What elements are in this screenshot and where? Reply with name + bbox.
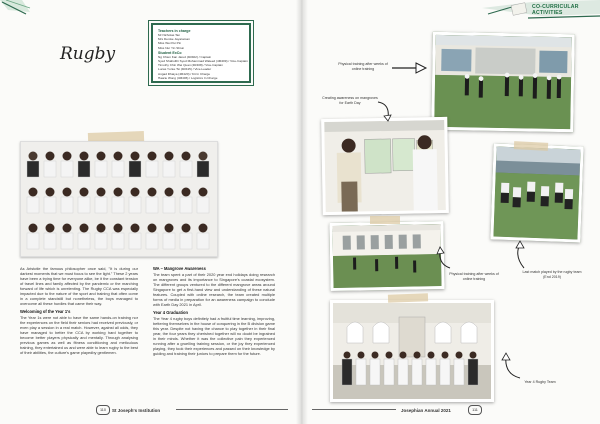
- person-body: [180, 197, 192, 213]
- person-body: [440, 359, 450, 385]
- training-field-photo: [431, 32, 575, 132]
- person-body: [180, 233, 192, 249]
- team-photo-image: [21, 142, 217, 256]
- person-head: [165, 224, 174, 233]
- person-body: [180, 161, 192, 177]
- person-body: [95, 161, 107, 177]
- person-body: [78, 197, 90, 213]
- person-body: [44, 197, 56, 213]
- person-body: [129, 197, 141, 213]
- graduation-heading: Year 4 Graduation: [153, 310, 189, 315]
- person-body: [44, 233, 56, 249]
- welcome-paragraph: The Year 1s were not able to have the same hands-on training nor the experiences on the field their seniors had received previously, or even play a session in a real match. However, against all odds, they have managed to better the CCA by working hard together to become better players physically and mentally. Through analysing previous games as well as fitness conditioning and meticulous training, they entertained us and were able to learn rugby to the best of their abilities, the culture's game playedby gentlemen.: [20, 315, 138, 355]
- student-exco-member: Ng Chien Kan Jared (4R402) / Captain: [158, 54, 212, 59]
- tape-decoration: [370, 216, 400, 224]
- person-head: [131, 152, 140, 161]
- footer-rule: [312, 409, 396, 410]
- person-body: [112, 233, 124, 249]
- person-body: [468, 359, 478, 385]
- person-body: [129, 161, 141, 177]
- footer-school-name: St Joseph's Institution: [112, 408, 161, 413]
- curved-arrow-icon: [436, 246, 454, 270]
- person-head: [344, 352, 351, 359]
- person-body: [61, 233, 73, 249]
- person-head: [131, 224, 140, 233]
- person-body: [163, 233, 175, 249]
- person-head: [80, 152, 89, 161]
- person-head: [114, 188, 123, 197]
- person-body: [61, 161, 73, 177]
- mangrove-awareness-photo: [321, 117, 449, 215]
- tape-decoration: [514, 141, 548, 151]
- arrow-icon: [392, 62, 428, 74]
- person-head: [182, 224, 191, 233]
- welcome-heading: Welcoming of the Year 1's: [20, 309, 71, 314]
- person-head: [114, 152, 123, 161]
- person-body: [342, 359, 352, 385]
- person-head: [148, 188, 157, 197]
- person-head: [386, 352, 393, 359]
- person-body: [197, 233, 209, 249]
- person-body: [384, 359, 394, 385]
- person-body: [78, 161, 90, 177]
- section-label-line2: ACTIVITIES: [532, 10, 563, 16]
- person-head: [456, 352, 463, 359]
- person-head: [80, 188, 89, 197]
- person-head: [29, 188, 38, 197]
- student-exco-member: Angad Dhaiya (4R420) / Kit In Charge: [158, 71, 211, 76]
- person-body: [78, 233, 90, 249]
- person-head: [372, 352, 379, 359]
- teacher-name: Miss Nur Yin Shiun: [158, 45, 185, 50]
- students-heading: Student ExCo: [158, 50, 182, 55]
- person-body: [398, 359, 408, 385]
- person-body: [454, 359, 464, 385]
- person-body: [197, 197, 209, 213]
- right-column-text: [153, 266, 275, 356]
- person-body: [27, 233, 39, 249]
- person-head: [148, 152, 157, 161]
- person-body: [412, 359, 422, 385]
- person-body: [112, 197, 124, 213]
- field-training-photo: [329, 221, 444, 291]
- person-head: [199, 152, 208, 161]
- tape-decoration: [388, 293, 428, 302]
- teachers-heading: Teachers in charge: [158, 29, 191, 33]
- person-body: [44, 161, 56, 177]
- person-body: [146, 161, 158, 177]
- person-head: [428, 352, 435, 359]
- person-body: [146, 233, 158, 249]
- person-head: [97, 188, 106, 197]
- person-body: [129, 233, 141, 249]
- mangrove-heading: WA – Mangrove Awareness: [153, 266, 206, 271]
- year4-team-photo: [330, 300, 494, 402]
- team-group-photo: [20, 141, 218, 257]
- curved-arrow-icon: [376, 100, 394, 122]
- person-head: [165, 152, 174, 161]
- person-head: [414, 352, 421, 359]
- person-head: [97, 224, 106, 233]
- caption-last-match: Last match played by the rugby team (End 2019): [522, 270, 582, 279]
- person-head: [148, 224, 157, 233]
- person-body: [112, 161, 124, 177]
- footer-rule: [176, 409, 288, 410]
- teacher-name: Mrs Denise Jayaraman: [158, 37, 190, 42]
- student-exco-member: Haarie Wong (4M406) / Logistics In Charge: [158, 75, 218, 80]
- caption-physical-training-2: Physical training after weeks of online training: [449, 272, 499, 281]
- graduation-paragraph: The Year 4 rugby boys definitely had a fruitful time learning, improving, bettering themselves in the house of conquering in the B division game this year. Despite not having the chance to play together in their final year, the four years they cherished together will no doubt be ingrained in their minds. Whether it was the collective pain they experienced running after a gruelling training session, or the joy they experienced playing, they took their experiences and passed on their knowledge by guiding and training their juniors to prepare them for the future.: [153, 316, 275, 356]
- person-body: [426, 359, 436, 385]
- cca-info-box: [151, 23, 251, 83]
- section-label: [532, 4, 598, 16]
- person-body: [197, 161, 209, 177]
- person-head: [63, 152, 72, 161]
- person-head: [63, 224, 72, 233]
- person-body: [370, 359, 380, 385]
- person-head: [131, 188, 140, 197]
- teacher-name: Miss Wei Pei Pin: [158, 41, 182, 46]
- corner-ribbon-decoration: [0, 0, 34, 20]
- teacher-name: Mr Nicholas Tan: [158, 33, 181, 37]
- person-body: [146, 197, 158, 213]
- person-head: [182, 188, 191, 197]
- person-head: [470, 352, 477, 359]
- person-body: [95, 197, 107, 213]
- section-label-line1: CO-CURRICULAR: [532, 4, 579, 10]
- student-exco-member: Lucas Yu Ee Tsi (4R415) / Vice-Leader: [158, 67, 212, 72]
- footer-publication-name: Josephian Annual 2021: [401, 408, 451, 413]
- person-head: [165, 188, 174, 197]
- caption-creating-awareness: Creating awareness on mangroves for Earth Day: [322, 96, 378, 105]
- person-body: [27, 197, 39, 213]
- person-head: [199, 188, 208, 197]
- person-head: [182, 152, 191, 161]
- person-body: [163, 197, 175, 213]
- left-column-text: [20, 266, 138, 355]
- person-body: [61, 197, 73, 213]
- person-head: [442, 352, 449, 359]
- intro-paragraph: As Aristotle the famous philosopher once said, "It is during our darkest moments that we must focus to see the light." These 2 years have been a trying time for everyone alike, be it the constant tension of travel lines and family affected by the pandemic or the marching forward of life which is unrelenting. The Rugby CCA was especially impacted due to the nature of the sport and training that often come in a complete standstill but nonetheless, the boys managed to overcome all these hurdles that came their way.: [20, 266, 138, 306]
- person-body: [356, 359, 366, 385]
- right-page-number: 111: [468, 405, 482, 415]
- caption-physical-training: Physical training after weeks of online training: [338, 62, 388, 71]
- curved-arrow-icon: [512, 240, 528, 270]
- person-head: [46, 188, 55, 197]
- mangrove-paragraph: The team spent a part of their 2020 year end holidays doing research on mangroves and its importance to Singapore's coastal ecosystem. The different groups ventured to the different mangrove areas around Singapore to get a first-hand view and understanding of these natural features. Coupled with online research, the team created multiple forms of media in preparation for an awareness campaign to conclude with Earth Day 2021 in April.: [153, 272, 275, 307]
- person-head: [80, 224, 89, 233]
- page-title: Rugby: [60, 44, 116, 64]
- person-head: [97, 152, 106, 161]
- person-head: [46, 224, 55, 233]
- person-body: [27, 161, 39, 177]
- student-exco-member: Timothy Chin Wei Quan (4R408) / Vice-Captain: [158, 63, 223, 68]
- person-body: [95, 233, 107, 249]
- left-page-number: 110: [96, 405, 110, 415]
- curved-arrow-icon: [500, 352, 522, 380]
- person-head: [29, 152, 38, 161]
- person-head: [358, 352, 365, 359]
- page-gutter: [296, 0, 308, 424]
- person-body: [163, 161, 175, 177]
- person-head: [46, 152, 55, 161]
- student-exco-member: Syed Shahulthi Syed Muhammad Waleed (4M409) / Vice-Captain: [158, 59, 248, 64]
- last-match-photo: [490, 143, 583, 242]
- person-head: [29, 224, 38, 233]
- person-head: [199, 224, 208, 233]
- person-head: [63, 188, 72, 197]
- person-head: [400, 352, 407, 359]
- person-head: [114, 224, 123, 233]
- caption-year4-team: Year 4 Rugby Team: [524, 380, 556, 384]
